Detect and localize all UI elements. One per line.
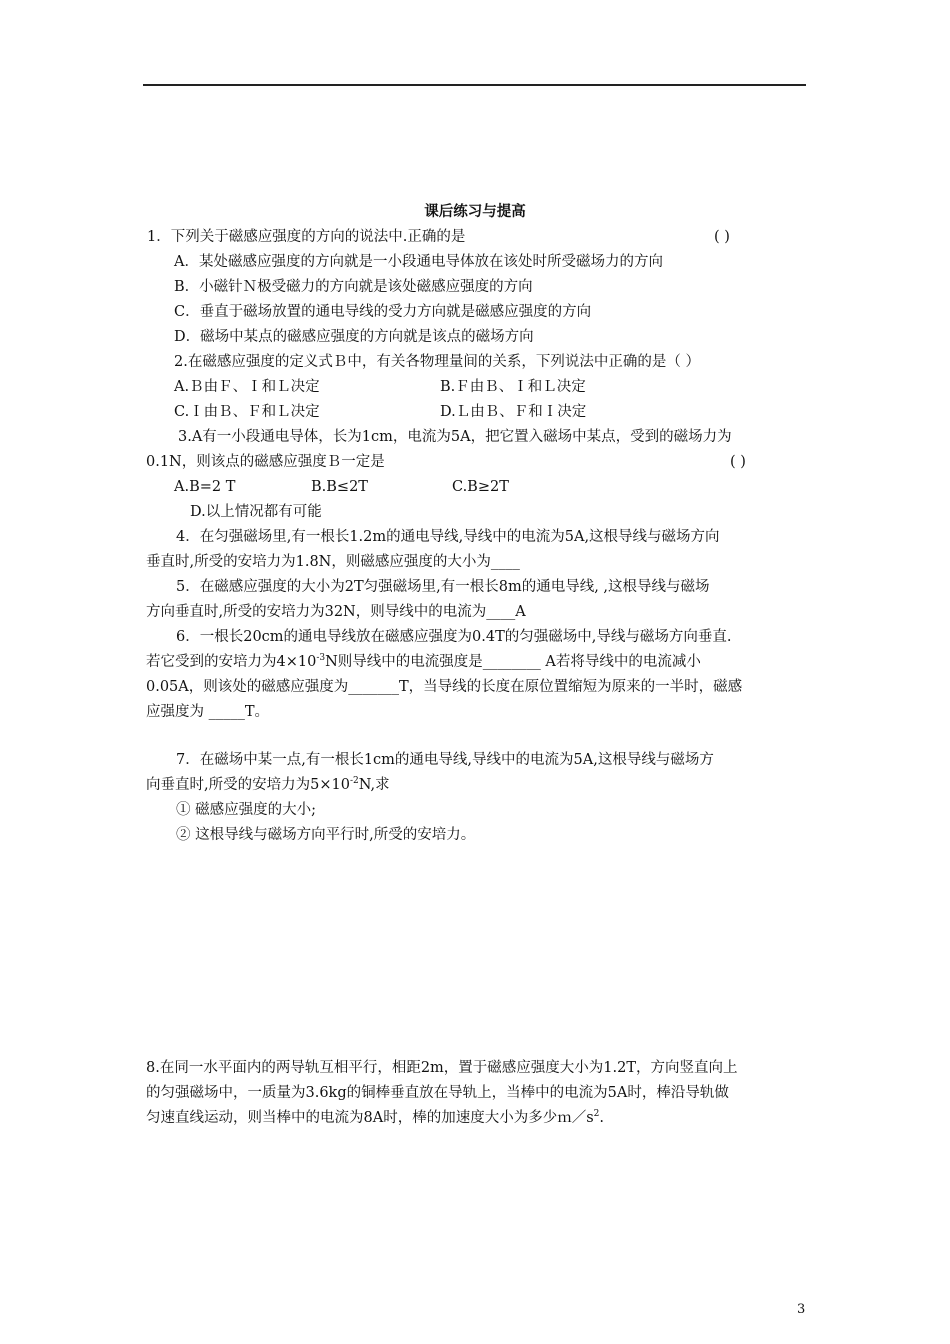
q6-line2: 若它受到的安培力为$4\times 10^{-3}N$则导线中的电流强度是________ A若将导线中的电流减小 xyxy=(146,653,701,670)
header-rule xyxy=(143,84,806,86)
q7-sub1: ① 磁感应强度的大小; xyxy=(176,802,316,818)
q1-option-c: C．垂直于磁场放置的通电导线的受力方向就是磁感应强度的方向 xyxy=(174,304,592,320)
q3-option-d: D.以上情况都有可能 xyxy=(190,504,322,520)
q4-line1: 4．在匀强磁场里,有一根长1.2m的通电导线,导线中的电流为5A,这根导线与磁场方向 xyxy=(176,529,720,545)
q7-line2: 向垂直时,所受的安培力为$5\times 10^{-2}N$,求 xyxy=(146,776,390,793)
q2-stem: 2.在磁感应强度的定义式Ｂ中，有关各物理量间的关系，下列说法中正确的是（ ） xyxy=(174,354,700,370)
q3-answer-paren: ( ) xyxy=(730,454,746,470)
q4-line2: 垂直时,所受的安培力为1.8N，则磁感应强度的大小为____ xyxy=(146,554,520,570)
q3-option-a: A.B=2 T xyxy=(174,479,236,495)
q1-answer-paren: ( ) xyxy=(714,229,730,245)
q1-option-d: D．磁场中某点的磁感应强度的方向就是该点的磁场方向 xyxy=(174,329,534,345)
q3-option-c: C.B≥2T xyxy=(452,479,509,495)
q3-option-b: B.B≤2T xyxy=(311,479,368,495)
q5-line2: 方向垂直时,所受的安培力为32N，则导线中的电流为____A xyxy=(146,604,526,620)
q6-line3: 0.05A，则该处的磁感应强度为_______T，当导线的长度在原位置缩短为原来的一半时，磁感 xyxy=(146,679,743,695)
page-number: 3 xyxy=(797,1302,806,1317)
q6-line4: 应强度为 _____T。 xyxy=(146,704,270,720)
q7-sub2: ② 这根导线与磁场方向平行时,所受的安培力。 xyxy=(176,827,476,843)
q2-option-c: C.Ｉ由Ｂ、Ｆ和Ｌ决定 xyxy=(174,404,320,420)
q3-line2: 0.1N，则该点的磁感应强度Ｂ一定是 xyxy=(146,454,385,470)
q3-line1: 3.A有一小段通电导体，长为1cm，电流为5A，把它置入磁场中某点，受到的磁场力为 xyxy=(178,429,732,445)
q5-line1: 5．在磁感应强度的大小为2T匀强磁场里,有一根长8m的通电导线, ,这根导线与磁场 xyxy=(176,579,710,595)
q2-option-a: A.Ｂ由Ｆ、Ｉ和Ｌ决定 xyxy=(174,379,320,395)
q1-option-a: A．某处磁感应强度的方向就是一小段通电导体放在该处时所受磁场力的方向 xyxy=(174,254,663,270)
q1-option-b: B．小磁针Ｎ极受磁力的方向就是该处磁感应强度的方向 xyxy=(174,279,533,295)
q2-option-b: B.Ｆ由Ｂ、Ｉ和Ｌ决定 xyxy=(440,379,586,395)
q8-line2: 的匀强磁场中，一质量为3.6kg的铜棒垂直放在导轨上，当棒中的电流为5A时，棒沿导轨做 xyxy=(146,1085,729,1101)
q6-line1: 6．一根长20cm的通电导线放在磁感应强度为0.4T的匀强磁场中,导线与磁场方向垂直. xyxy=(176,629,732,645)
q8-line3: 匀速直线运动，则当棒中的电流为8A时，棒的加速度大小为多少$m/s^2$. xyxy=(146,1109,604,1126)
q1-stem: 1．下列关于磁感应强度的方向的说法中.正确的是 xyxy=(147,229,466,245)
q2-option-d: D.Ｌ由Ｂ、Ｆ和Ｉ决定 xyxy=(440,404,587,420)
section-title: 课后练习与提高 xyxy=(424,204,526,220)
q7-line1: 7．在磁场中某一点,有一根长1cm的通电导线,导线中的电流为5A,这根导线与磁场方 xyxy=(176,752,714,768)
q8-line1: 8.在同一水平面内的两导轨互相平行，相距2m，置于磁感应强度大小为1.2T，方向竖直向上 xyxy=(146,1060,738,1076)
